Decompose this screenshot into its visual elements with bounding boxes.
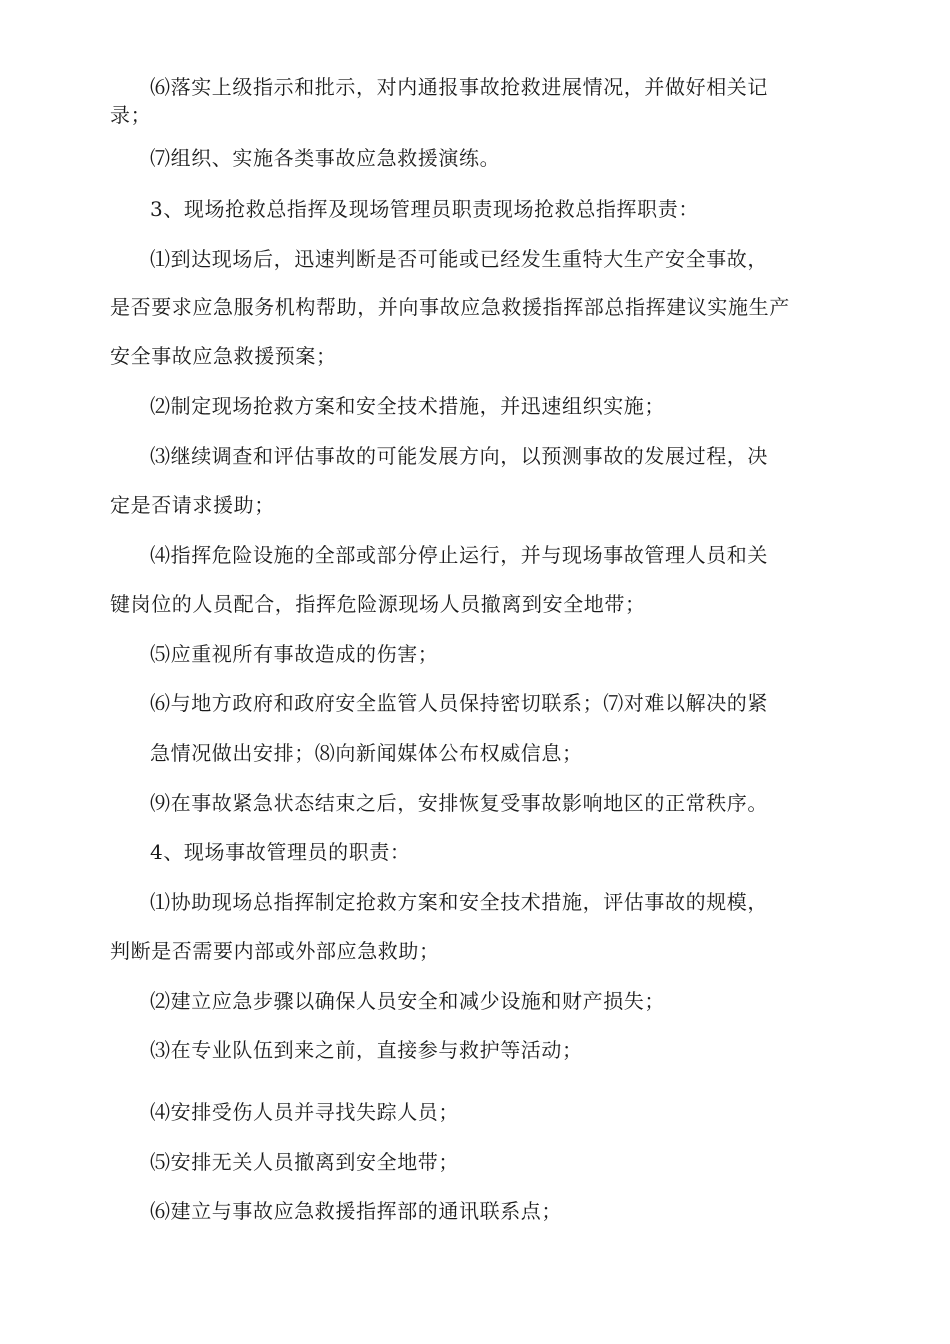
text-line: 判断是否需要内部或外部应急救助； — [110, 939, 440, 963]
section-heading: 3、现场抢救总指挥及现场管理员职责现场抢救总指挥职责： — [150, 197, 699, 221]
text-line: 键岗位的人员配合，指挥危险源现场人员撤离到安全地带； — [110, 592, 646, 616]
text-line: 录； — [110, 103, 152, 127]
text-line: 安全事故应急救援预案； — [110, 344, 337, 368]
text-line: ⑸安排无关人员撤离到安全地带； — [150, 1150, 459, 1174]
text-line: ⑼在事故紧急状态结束之后，安排恢复受事故影响地区的正常秩序。 — [150, 791, 768, 815]
text-line: ⑹建立与事故应急救援指挥部的通讯联系点； — [150, 1199, 562, 1223]
text-line: ⑴到达现场后，迅速判断是否可能或已经发生重特大生产安全事故， — [150, 247, 768, 271]
text-line: 急情况做出安排；⑻向新闻媒体公布权威信息； — [150, 741, 583, 765]
text-line: ⑵制定现场抢救方案和安全技术措施，并迅速组织实施； — [150, 394, 665, 418]
text-line: 定是否请求援助； — [110, 493, 275, 517]
text-line: ⑶继续调查和评估事故的可能发展方向，以预测事故的发展过程，决 — [150, 444, 768, 468]
text-line: ⑷安排受伤人员并寻找失踪人员； — [150, 1100, 459, 1124]
text-line: ⑸应重视所有事故造成的伤害； — [150, 642, 439, 666]
text-line: ⑺组织、实施各类事故应急救援演练。 — [150, 146, 501, 170]
text-line: ⑹与地方政府和政府安全监管人员保持密切联系；⑺对难以解决的紧 — [150, 691, 768, 715]
text-line: ⑹落实上级指示和批示，对内通报事故抢救进展情况，并做好相关记 — [150, 75, 768, 99]
section-heading: 4、现场事故管理员的职责： — [150, 840, 411, 864]
text-line: ⑵建立应急步骤以确保人员安全和减少设施和财产损失； — [150, 989, 665, 1013]
text-line: ⑶在专业队伍到来之前，直接参与救护等活动； — [150, 1038, 583, 1062]
text-line: ⑷指挥危险设施的全部或部分停止运行，并与现场事故管理人员和关 — [150, 543, 768, 567]
text-line: 是否要求应急服务机构帮助，并向事故应急救援指挥部总指挥建议实施生产 — [110, 295, 790, 319]
text-line: ⑴协助现场总指挥制定抢救方案和安全技术措施，评估事故的规模， — [150, 890, 768, 914]
